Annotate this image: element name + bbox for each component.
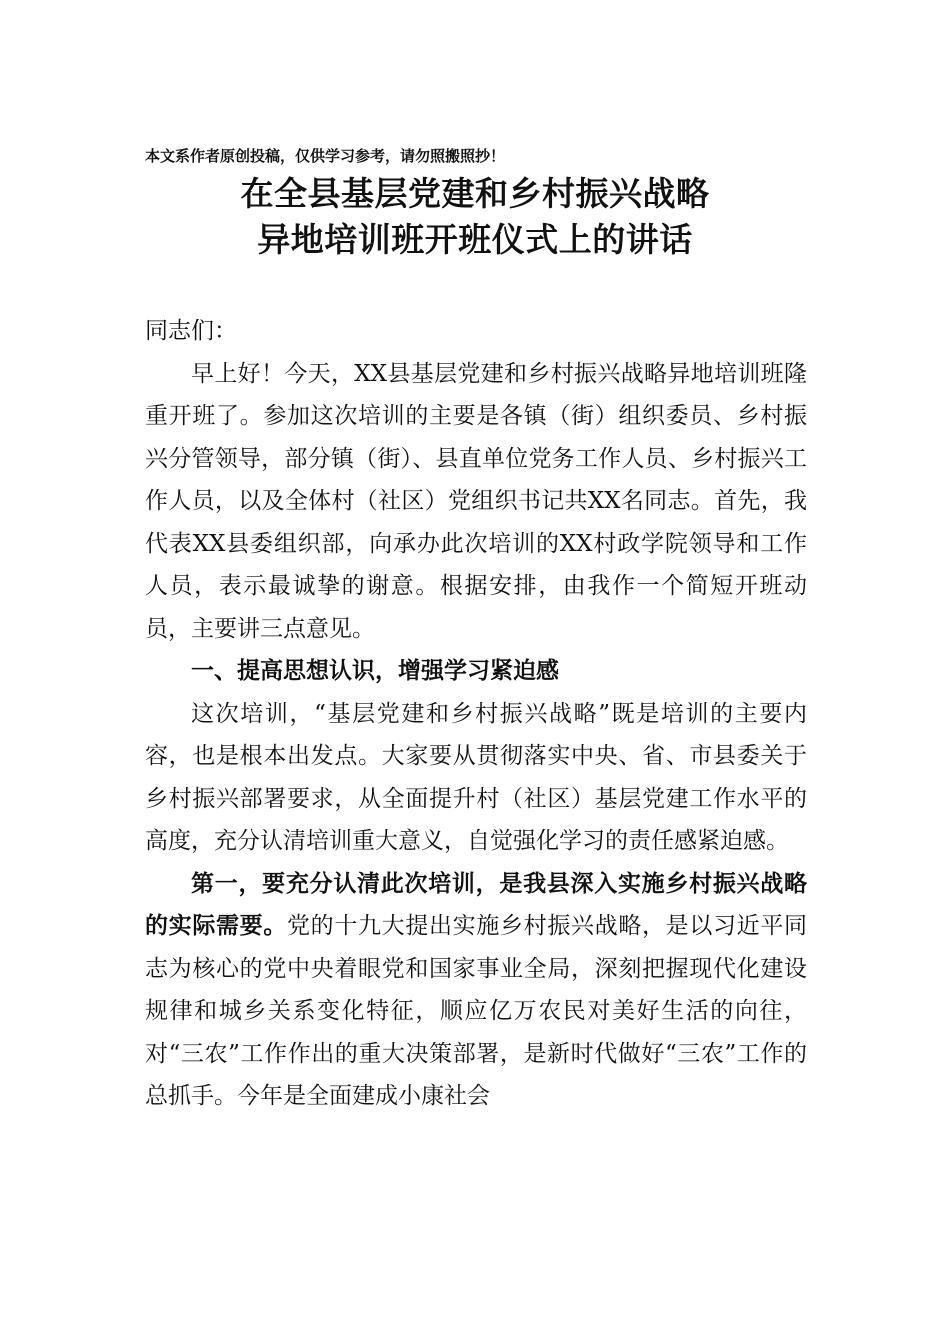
section-heading-1: 一、提高思想认识，增强学习紧迫感 bbox=[191, 658, 559, 684]
document-body bbox=[145, 310, 807, 1118]
paragraph-opening: 早上好！今天，XX县基层党建和乡村振兴战略异地培训班隆重开班了。参加这次培训的主要是各镇（街）组织委员、乡村振兴分管领导，部分镇（街）、县直单位党务工作人员、乡村振兴工作人员，以及全体村（社区）党组织书记共XX名同志。首先，我代表XX县委组织部，向承办此次培训的XX村政学院领导和工作人员，表示最诚挚的谢意。根据安排，由我作一个简短开班动员，主要讲三点意见。 bbox=[145, 360, 807, 642]
copyright-notice: 本文系作者原创投稿，仅供学习参考，请勿照搬照抄！ bbox=[145, 147, 506, 165]
greeting: 同志们： bbox=[145, 318, 237, 344]
document-title-line-1: 在全县基层党建和乡村振兴战略 bbox=[240, 174, 710, 213]
paragraph-point-1 bbox=[145, 863, 807, 1118]
paragraph-section-1-intro: 这次培训，“基层党建和乡村振兴战略”既是培训的主要内容，也是根本出发点。大家要从贯彻落实中央、省、市县委关于乡村振兴部署要求，从全面提升村（社区）基层党建工作水平的高度，充分认清培训重大意义，自觉强化学习的责任感紧迫感。 bbox=[145, 700, 807, 854]
point-1-body: 党的十九大提出实施乡村振兴战略，是以习近平同志为核心的党中央着眼党和国家事业全局，深刻把握现代化建设规律和城乡关系变化特征，顺应亿万农民对美好生活的向往，对“三农”工作作出的重大决策部署，是新时代做好“三农”工作的总抓手。今年是全面建成小康社会 bbox=[145, 913, 808, 1109]
point-1-lead: 第一，要充分认清此次培训，是我县深入实施乡村振兴战略的实际需要。 bbox=[145, 869, 807, 939]
document-title-line-2: 异地培训班开班仪式上的讲话 bbox=[257, 220, 693, 259]
